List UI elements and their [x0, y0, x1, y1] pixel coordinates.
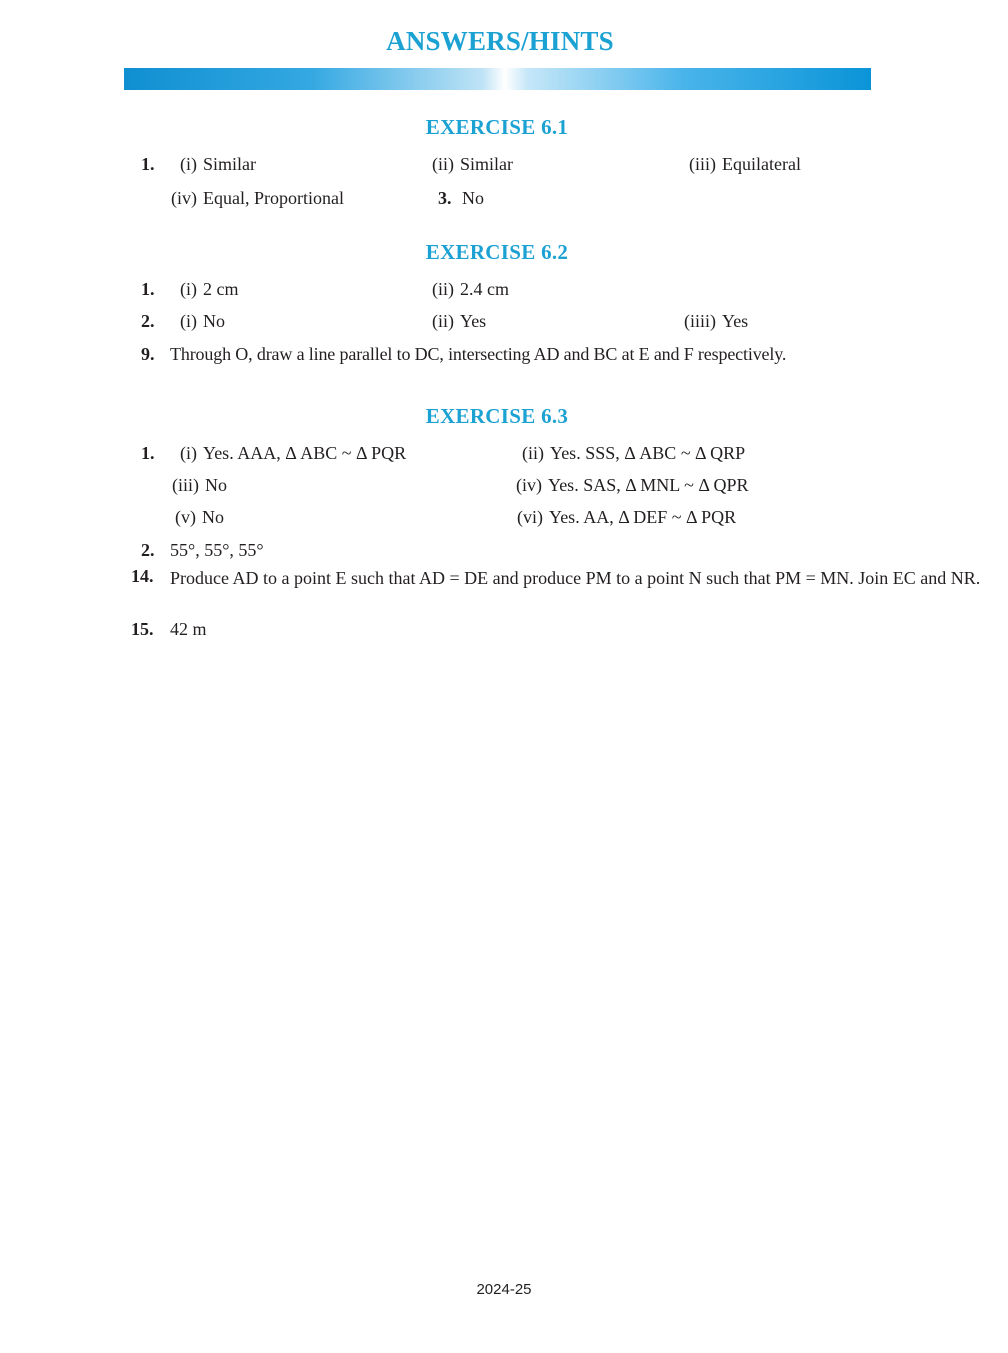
ex62-q9-row — [0, 344, 1008, 368]
question-number: 14. — [131, 566, 154, 586]
answer-item: (iii) No — [172, 475, 227, 495]
answer-item: Produce AD to a point E such that AD = DE and produce PM to a point N such that PM = MN. Join EC and NR. — [170, 568, 981, 588]
ex63-q2-row — [0, 540, 1008, 564]
question-number: 1. — [141, 443, 155, 463]
answer-item: (ii) Yes — [432, 311, 487, 331]
header-gradient-bar — [124, 68, 871, 90]
ex63-q1-row3 — [0, 507, 1008, 531]
ex61-q1-row2 — [0, 188, 1008, 212]
question-number: 1. — [141, 154, 155, 174]
answer-item: (iii) Equilateral — [689, 154, 801, 174]
answer-item: No — [462, 188, 484, 208]
answer-item: 55°, 55°, 55° — [170, 540, 264, 560]
answer-item: (iv) Yes. SAS, Δ MNL ~ Δ QPR — [516, 475, 749, 495]
ex62-q2-row — [0, 311, 1008, 335]
answer-item: (i) Similar — [180, 154, 256, 174]
question-number: 1. — [141, 279, 155, 299]
answer-item: 42 m — [170, 619, 207, 639]
question-number: 9. — [141, 344, 155, 364]
page-title: ANSWERS/HINTS — [386, 26, 614, 56]
answer-item: (iiii) Yes — [684, 311, 749, 331]
ex61-q1-row — [0, 154, 1008, 178]
question-number: 3. — [438, 188, 452, 208]
question-number: 15. — [131, 619, 154, 639]
ex63-q15-row — [0, 619, 1008, 643]
answer-item: Through O, draw a line parallel to DC, intersecting AD and BC at E and F respectively. — [170, 344, 787, 364]
exercise-6-3-heading: EXERCISE 6.3 — [425, 404, 569, 428]
exercise-6-2-heading: EXERCISE 6.2 — [425, 240, 569, 264]
ex63-q14-row — [0, 566, 1008, 616]
answer-item: (ii) Yes. SSS, Δ ABC ~ Δ QRP — [522, 443, 746, 463]
answer-item: (i) No — [180, 311, 225, 331]
answer-item: (i) 2 cm — [180, 279, 239, 299]
answer-item: (i) Yes. AAA, Δ ABC ~ Δ PQR — [180, 443, 407, 463]
answer-item: (iv) Equal, Proportional — [171, 188, 344, 208]
page-footer-year: 2024-25 — [476, 1281, 532, 1298]
answer-item: (ii) Similar — [432, 154, 513, 174]
answer-item: (vi) Yes. AA, Δ DEF ~ Δ PQR — [517, 507, 737, 527]
question-number: 2. — [141, 540, 155, 560]
answer-item: (ii) 2.4 cm — [432, 279, 509, 299]
ex62-q1-row — [0, 279, 1008, 303]
exercise-6-1-heading: EXERCISE 6.1 — [425, 115, 569, 139]
ex63-q1-row — [0, 443, 1008, 467]
ex63-q1-row2 — [0, 475, 1008, 499]
question-number: 2. — [141, 311, 155, 331]
answer-item: (v) No — [175, 507, 224, 527]
